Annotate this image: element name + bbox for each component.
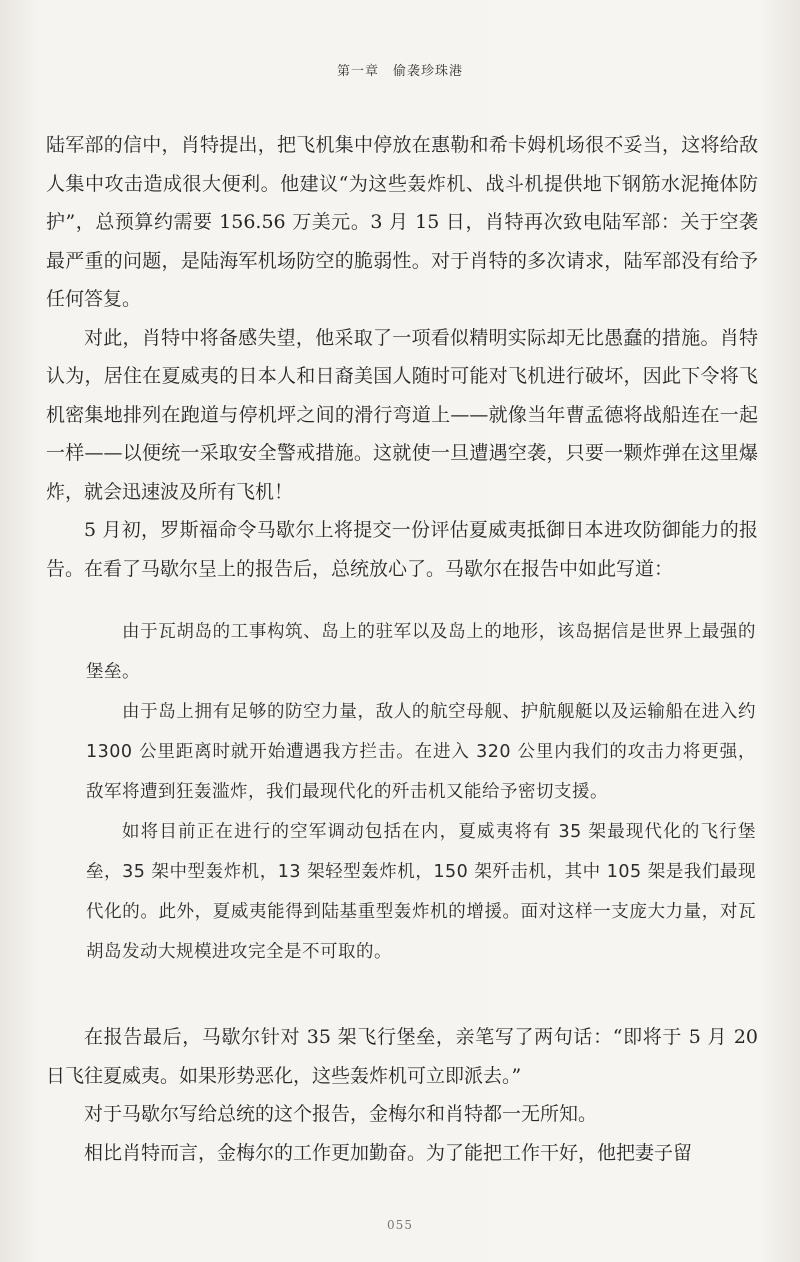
running-header: 第一章 偷袭珍珠港 xyxy=(336,64,463,79)
paragraph-6: 相比肖特而言，金梅尔的工作更加勤奋。为了能把工作干好，他把妻子留 xyxy=(84,1141,693,1164)
paragraph-2: 对此，肖特中将备感失望，他采取了一项看似精明实际却无比愚蠢的措施。肖特认为，居住在夏威夷的日本人和日裔美国人随时可能对飞机进行破坏，因此下令将飞机密集地排列在跑道与停机坪之间的滑行弯道上——就像当年曹孟德将战船连在一起一样——以便统一采取安全警戒措施。这就使一旦遭遇空袭，只要一颗炸弹在这里爆炸，就会迅速波及所有飞机！ xyxy=(46,326,758,503)
quote-paragraph-3: 如将目前正在进行的空军调动包括在内，夏威夷将有 35 架最现代化的飞行堡垒，35 架中型轰炸机，13 架轻型轰炸机，150 架歼击机，其中 105 架是我们最现代化的。此外，夏威夷能得到陆基重型轰炸机的增援。面对这样一支庞大力量，对瓦胡岛发动大规模进攻完全是不可取的。 xyxy=(86,822,756,962)
block-quote xyxy=(86,612,756,972)
page-number: 055 xyxy=(387,1218,413,1232)
paragraph-5: 对于马歇尔写给总统的这个报告，金梅尔和肖特都一无所知。 xyxy=(84,1103,598,1125)
paragraph-1: 陆军部的信中，肖特提出，把飞机集中停放在惠勒和希卡姆机场很不妥当，这将给敌人集中攻击造成很大便利。他建议“为这些轰炸机、战斗机提供地下钢筋水泥掩体防护”，总预算约需要 156.56 万美元。3 月 15 日，肖特再次致电陆军部：关于空袭最严重的问题，是陆海军机场防空的脆弱性。对于肖特的多次请求，陆军部没有给予任何答复。 xyxy=(46,134,758,310)
main-text xyxy=(46,126,758,588)
paragraph-3: 5 月初，罗斯福命令马歇尔上将提交一份评估夏威夷抵御日本进攻防御能力的报告。在看了马歇尔呈上的报告后，总统放心了。马歇尔在报告中如此写道： xyxy=(46,519,758,580)
quote-paragraph-1: 由于瓦胡岛的工事构筑、岛上的驻军以及岛上的地形，该岛据信是世界上最强的堡垒。 xyxy=(86,622,756,682)
closing-text xyxy=(46,1018,758,1172)
paragraph-4: 在报告最后，马歇尔针对 35 架飞行堡垒，亲笔写了两句话：“即将于 5 月 20 日飞往夏威夷。如果形势恶化，这些轰炸机可立即派去。” xyxy=(46,1026,758,1087)
quote-paragraph-2: 由于岛上拥有足够的防空力量，敌人的航空母舰、护航舰艇以及运输船在进入约 1300 公里距离时就开始遭遇我方拦击。在进入 320 公里内我们的攻击力将更强，敌军将遭到狂轰滥炸，我们最现代化的歼击机又能给予密切支援。 xyxy=(86,702,756,802)
